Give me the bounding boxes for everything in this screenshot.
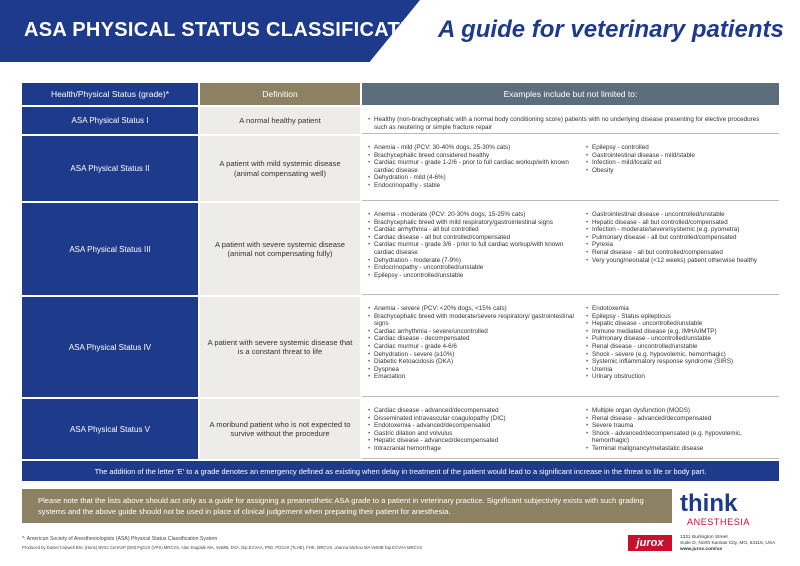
example-item: • Uremia: [586, 366, 776, 374]
example-item: • Gastrointestinal disease - uncontrolled/unstable: [586, 211, 776, 219]
example-item: • Endocrinopathy - stable: [368, 182, 576, 190]
column-header-definition: Definition: [200, 83, 360, 105]
example-item: • Hepatic disease - advanced/decompensated: [368, 437, 576, 445]
page-subtitle: A guide for veterinary patients: [438, 16, 784, 43]
example-item: • Cardiac arrhythmia - all but controlled: [368, 226, 576, 234]
example-item: • Cardiac disease - all but controlled/compensated: [368, 234, 576, 242]
produced-by: Produced by Daniel Cripwell BSc (Hons) BVSc CertAVP (EM) PgCert (VPS) MRCVS, Alan Dugdale MA, VetMB, DVA, Dip.ECVAA, PhD, PGCert (TLHE), FHE, MRCVS, Joanna Michou MA VetMB Dip.ECVAA MRCVS: [22, 545, 423, 550]
example-item: • Pyrexia: [586, 241, 776, 249]
examples-cell: [362, 203, 779, 295]
column-header-examples: Examples include but not limited to:: [362, 83, 779, 105]
example-item: • Cardiac murmur - grade 1-2/6 - prior to full cardiac workup/with known cardiac disease: [368, 159, 576, 174]
example-item: • Epilepsy - Status epilepticus: [586, 313, 776, 321]
example-item: • Anemia - moderate (PCV: 20-30% dogs, 15-25% cats): [368, 211, 576, 219]
column-header-grade: Health/Physical Status (grade)*: [22, 83, 198, 105]
example-item: • Cardiac arrhythmia - severe/uncontrolled: [368, 328, 576, 336]
think-logo: think: [680, 490, 738, 517]
example-item: • Severe trauma: [586, 422, 776, 430]
example-item: • Intracranial hemorrhage: [368, 445, 576, 453]
example-item: • Renal disease - advanced/decompensated: [586, 415, 776, 423]
example-item: • Anemia - mild (PCV: 30-40% dogs, 25-30% cats): [368, 144, 576, 152]
examples-cell: [362, 399, 779, 459]
example-item: • Immune mediated disease (e.g. IMHA/IMTP): [586, 328, 776, 336]
example-item: • Renal disease - all but controlled/compensated: [586, 249, 776, 257]
definition-cell: A patient with severe systemic disease that is a constant threat to life: [200, 297, 360, 397]
example-item: • Obesity: [586, 167, 776, 175]
example-item: • Cardiac disease - advanced/decompensated: [368, 407, 576, 415]
example-item: • Endotoxemia - advanced/decompensated: [368, 422, 576, 430]
example-item: • Multiple organ dysfunction (MODS): [586, 407, 776, 415]
example-item: • Cardiac disease - decompensated: [368, 335, 576, 343]
table-row: [22, 107, 779, 134]
example-item: • Infection - moderate/severe/systemic (e.g. pyometra): [586, 226, 776, 234]
definition-cell: A patient with severe systemic disease (animal not compensating fully): [200, 203, 360, 295]
grade-cell: ASA Physical Status IV: [22, 297, 198, 397]
grade-cell: ASA Physical Status II: [22, 136, 198, 201]
examples-cell: [362, 136, 779, 201]
example-item: • Renal disease - uncontrolled/unstable: [586, 343, 776, 351]
footnote: *: American Society of Anesthesiologists (ASA) Physical Status Classification System: [22, 536, 218, 542]
example-item: • Brachycephalic breed with mild respiratory/gastrointestinal signs: [368, 219, 576, 227]
example-item: • Pulmonary disease - uncontrolled/unstable: [586, 335, 776, 343]
definition-cell: A patient with mild systemic disease (animal compensating well): [200, 136, 360, 201]
example-item: • Epilepsy - controlled: [586, 144, 776, 152]
example-item: • Shock - advanced/decompensated (e.g. hypovolemic, hemorrhagic): [586, 430, 776, 445]
example-item: • Gastrointestinal disease - mild/stable: [586, 152, 776, 160]
example-item: • Terminal malignancy/metastatic disease: [586, 445, 776, 453]
anesthesia-logo-text: ANESTHESIA: [687, 517, 751, 527]
example-item: • Endocrinopathy - uncontrolled/unstable: [368, 264, 576, 272]
example-item: • Urinary obstruction: [586, 373, 776, 381]
grade-cell: ASA Physical Status V: [22, 399, 198, 459]
example-item: • Hepatic disease - uncontrolled/unstable: [586, 320, 776, 328]
example-item: • Dehydration - moderate (7-9%): [368, 257, 576, 265]
examples-cell: [362, 297, 779, 397]
example-item: • Healthy (non-brachycephalic with a normal body conditioning score) patients with no underlying disease presenting for elective procedures such as neutering or simple fracture repair: [368, 116, 768, 131]
example-item: • Infection - mild/localiz ed: [586, 159, 776, 167]
examples-cell: [362, 107, 779, 134]
table-row: [22, 136, 779, 201]
example-item: • Cardiac murmur - grade 3/6 - prior to full cardiac workup/with known cardiac disease: [368, 241, 576, 256]
grade-cell: ASA Physical Status I: [22, 107, 198, 134]
example-item: • Brachycephalic breed with moderate/severe respiratory/ gastrointestinal signs: [368, 313, 576, 328]
example-item: • Endotoxemia: [586, 305, 776, 313]
example-item: • Very young/neonatal (<12 weeks) patient otherwise healthy: [586, 257, 776, 265]
example-item: • Epilepsy - uncontrolled/unstable: [368, 272, 576, 280]
example-item: • Gastric dilation and volvulus: [368, 430, 576, 438]
example-item: • Disseminated intravascular coagulopathy (DIC): [368, 415, 576, 423]
example-item: • Emaciation: [368, 373, 576, 381]
company-address: [680, 535, 775, 552]
example-item: • Anemia - severe (PCV: <20% dogs, <15% cats): [368, 305, 576, 313]
disclaimer-box: Please note that the lists above should act only as a guide for assigning a preanesthetic ASA grade to a patient in veterinary practice. Significant subjectivity exists with such grading systems and the above guide should not be used in place of clinical judgement when preparing their patient for anesthesia.: [22, 489, 672, 523]
table-row: [22, 203, 779, 295]
website-link[interactable]: www.jurox.com/us: [680, 546, 723, 552]
table-row: [22, 399, 779, 459]
example-item: • Dehydration - severe (≥10%): [368, 351, 576, 359]
example-item: • Cardiac murmur - grade 4-6/6: [368, 343, 576, 351]
address-line: 1321 Burlington Street: [680, 535, 728, 540]
example-item: • Dehydration - mild (4-6%): [368, 174, 576, 182]
example-item: • Hepatic disease - all but controlled/compensated: [586, 219, 776, 227]
example-item: • Shock - severe (e.g. hypovolemic, hemorrhagic): [586, 351, 776, 359]
example-item: • Diabetic Ketoacidosis (DKA): [368, 358, 576, 366]
example-item: • Systemic inflammatory response syndrome (SIRS): [586, 358, 776, 366]
address-line: Suite D, North Kansas City, MO, 64116, USA: [680, 540, 776, 546]
grade-cell: ASA Physical Status III: [22, 203, 198, 295]
page-title: ASA PHYSICAL STATUS CLASSIFICATION: [24, 19, 437, 41]
definition-cell: A normal healthy patient: [200, 107, 360, 134]
definition-cell: A moribund patient who is not expected to survive without the procedure: [200, 399, 360, 459]
emergency-note: The addition of the letter 'E' to a grade denotes an emergency defined as existing when delay in treatment of the patient would lead to a significant increase in the threat to life or body part.: [22, 461, 779, 481]
example-item: • Brachycephalic breed considered healthy: [368, 152, 576, 160]
jurox-logo: jurox: [628, 535, 672, 551]
example-item: • Dyspnea: [368, 366, 576, 374]
example-item: • Pulmonary disease - all but controlled/compensated: [586, 234, 776, 242]
table-row: [22, 297, 779, 397]
